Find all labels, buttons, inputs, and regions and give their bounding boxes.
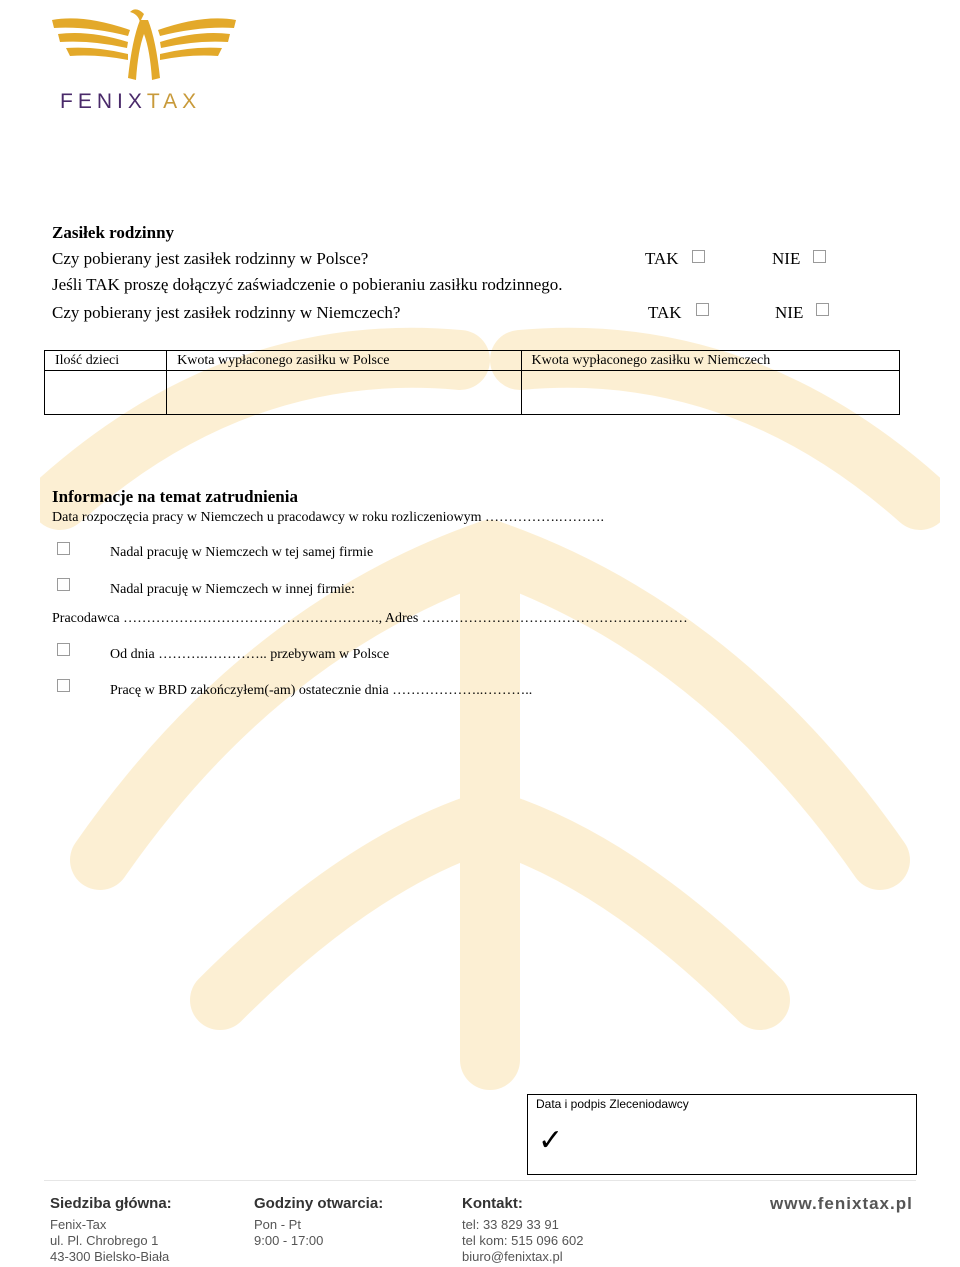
q1-yes-checkbox[interactable]	[692, 250, 705, 263]
footer-hq-line: 43-300 Bielsko-Biała	[50, 1249, 170, 1264]
footer-phone: tel: 33 829 33 91	[462, 1217, 559, 1232]
since-date-label: Od dnia ……….………….. przebywam w Polsce	[110, 647, 390, 662]
footer-hours-line: Pon - Pt	[254, 1217, 301, 1232]
other-company-label: Nadal pracuję w Niemczech w innej firmie:	[110, 582, 355, 597]
signature-box[interactable]	[527, 1094, 917, 1175]
checkmark-icon: ✓	[538, 1123, 564, 1158]
employer-address-line: Pracodawca ………………………………………………., Adres …………………………………………………	[52, 611, 688, 626]
table-cell-children[interactable]	[45, 371, 167, 415]
table-cell-amount-poland[interactable]	[167, 371, 521, 415]
question-germany: Czy pobierany jest zasiłek rodzinny w Niemczech?	[52, 303, 401, 322]
q1-yes-label: TAK	[645, 249, 679, 268]
table-header-amount-poland: Kwota wypłaconego zasiłku w Polsce	[167, 351, 521, 371]
work-ended-checkbox[interactable]	[57, 679, 70, 692]
q2-yes-label: TAK	[648, 303, 682, 322]
phoenix-watermark	[40, 300, 940, 1120]
footer-mobile: tel kom: 515 096 602	[462, 1233, 584, 1248]
signature-label: Data i podpis Zleceniodawcy	[536, 1097, 689, 1111]
table-header-children: Ilość dzieci	[45, 351, 167, 371]
same-company-label: Nadal pracuję w Niemczech w tej samej firmie	[110, 545, 374, 560]
table-header-amount-germany: Kwota wypłaconego zasiłku w Niemczech	[521, 351, 899, 371]
brand-name: FENIXTAX	[60, 90, 202, 113]
same-company-checkbox[interactable]	[57, 542, 70, 555]
q2-no-checkbox[interactable]	[816, 303, 829, 316]
footer-hq-line: ul. Pl. Chrobrego 1	[50, 1233, 159, 1248]
family-allowance-title: Zasiłek rodzinny	[52, 223, 175, 242]
footer-contact-title: Kontakt:	[462, 1195, 523, 1212]
employment-title: Informacje na temat zatrudnienia	[52, 487, 298, 506]
table-cell-amount-germany[interactable]	[521, 371, 899, 415]
footer-hq-title: Siedziba główna:	[50, 1195, 172, 1212]
footer-hours-title: Godziny otwarcia:	[254, 1195, 384, 1212]
attachment-note: Jeśli TAK proszę dołączyć zaświadczenie o pobieraniu zasiłku rodzinnego.	[52, 275, 563, 294]
since-date-checkbox[interactable]	[57, 643, 70, 656]
question-poland: Czy pobierany jest zasiłek rodzinny w Polsce?	[52, 249, 369, 268]
allowance-table	[44, 350, 900, 415]
footer-hq-line: Fenix-Tax	[50, 1217, 107, 1232]
footer-email-link[interactable]: biuro@fenixtax.pl	[462, 1249, 563, 1264]
footer-website-link[interactable]: www.fenixtax.pl	[770, 1194, 913, 1213]
q1-no-label: NIE	[772, 249, 801, 268]
employment-start-line: Data rozpoczęcia pracy w Niemczech u pracodawcy w roku rozliczeniowym …………….……….	[52, 510, 605, 525]
q2-yes-checkbox[interactable]	[696, 303, 709, 316]
other-company-checkbox[interactable]	[57, 578, 70, 591]
work-ended-label: Pracę w BRD zakończyłem(-am) ostatecznie dnia ………………..………..	[110, 683, 533, 698]
fenix-logo-icon	[44, 0, 244, 88]
footer-divider	[44, 1180, 916, 1181]
q1-no-checkbox[interactable]	[813, 250, 826, 263]
footer-hours-line: 9:00 - 17:00	[254, 1233, 324, 1248]
q2-no-label: NIE	[775, 303, 804, 322]
